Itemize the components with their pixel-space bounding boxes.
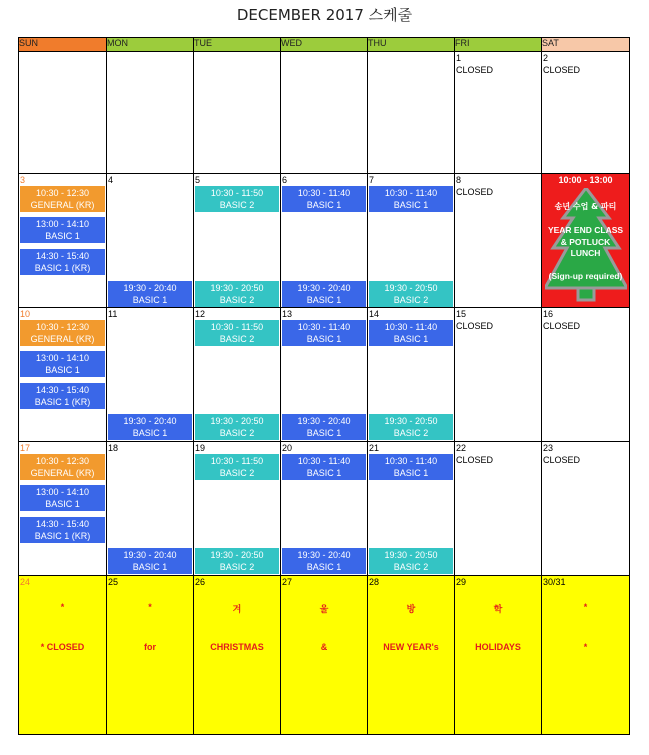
event-basic1[interactable] [369,454,453,480]
day-number: 1 [456,53,462,63]
event-basic2-evening[interactable] [369,281,453,307]
event-name: BASIC 1 [132,428,168,438]
event-name: BASIC 2 [219,295,255,305]
event-name: BASIC 1 [306,468,342,478]
day-number: 13 [282,309,293,319]
special-korean: 송년 수업 & 파티 [554,202,617,211]
event-basic2-evening[interactable] [195,414,279,440]
event-name: BASIC 1 (KR) [34,263,91,273]
day-cell-21[interactable] [368,442,455,576]
day-cell-15[interactable] [455,308,542,442]
day-number: 14 [369,309,380,319]
event-name: BASIC 1 [45,231,80,241]
event-name: BASIC 1 [393,334,429,344]
closed-label: CLOSED [543,65,581,75]
day-number: 22 [456,443,467,453]
event-time: 13:00 - 14:10 [35,353,90,363]
event-time: 19:30 - 20:50 [384,550,438,560]
day-cell-28[interactable] [368,576,455,735]
event-basic1[interactable] [282,454,366,480]
day-number: 10 [20,309,31,319]
event-name: BASIC 1 [45,499,80,509]
event-basic1[interactable] [20,217,105,243]
special-note: (Sign-up required) [548,271,623,281]
event-time: 10:30 - 12:30 [35,322,90,332]
day-cell-20[interactable] [281,442,368,576]
day-number: 21 [369,443,380,453]
event-basic1-kr[interactable] [20,383,105,409]
day-number: 29 [456,577,467,587]
special-line1: YEAR END CLASS [547,225,624,235]
event-basic2[interactable] [195,186,279,212]
weekday-header-row [19,38,630,52]
day-cell-29[interactable] [455,576,542,735]
holiday-top: 방 [406,605,416,615]
event-time: 14:30 - 15:40 [35,251,90,261]
closed-label: CLOSED [456,187,494,197]
closed-label: CLOSED [456,321,494,331]
day-number: 28 [369,577,380,587]
special-line2: & POTLUCK [560,237,611,247]
event-time: 19:30 - 20:50 [210,550,264,560]
day-number: 26 [195,577,206,587]
event-time: 19:30 - 20:40 [297,550,351,560]
day-cell-30-31[interactable] [542,576,630,735]
event-name: BASIC 1 (KR) [34,397,91,407]
day-cell-16[interactable] [542,308,630,442]
holiday-top: 학 [493,605,503,615]
event-time: 19:30 - 20:40 [297,416,351,426]
day-number: 9 [543,175,549,185]
day-cell-9-special[interactable] [542,174,630,308]
event-name: BASIC 2 [219,562,255,572]
event-basic1[interactable] [20,485,105,511]
day-cell-19[interactable] [194,442,281,576]
holiday-bottom: * [583,642,588,652]
day-number: 23 [543,443,554,453]
day-cell-empty [107,52,194,174]
holiday-bottom: for [144,642,156,652]
day-cell-empty [368,52,455,174]
holiday-top: * [148,602,152,612]
day-cell-3[interactable] [19,174,107,308]
day-cell-12[interactable] [194,308,281,442]
event-name: BASIC 1 [45,365,80,375]
holiday-bottom: HOLIDAYS [475,642,521,652]
event-basic1-evening[interactable] [108,548,192,574]
day-number: 20 [282,443,293,453]
closed-label: CLOSED [456,65,494,75]
special-line3: LUNCH [570,248,601,258]
day-number: 18 [108,443,119,453]
event-time: 10:30 - 11:50 [210,456,264,466]
event-time: 10:30 - 11:50 [210,188,264,198]
event-time: 10:30 - 11:50 [210,322,264,332]
day-cell-5[interactable] [194,174,281,308]
event-time: 19:30 - 20:40 [297,283,351,293]
event-time: 19:30 - 20:40 [123,416,177,426]
day-number: 12 [195,309,206,319]
day-number: 8 [456,175,462,185]
event-time: 19:30 - 20:40 [123,283,177,293]
day-number: 19 [195,443,206,453]
event-name: BASIC 1 [306,428,342,438]
holiday-bottom: CHRISTMAS [210,642,264,652]
day-cell-22[interactable] [455,442,542,576]
day-cell-13[interactable] [281,308,368,442]
header-sun: SUN [19,38,107,52]
event-time: 14:30 - 15:40 [35,385,90,395]
event-time: 14:30 - 15:40 [35,519,90,529]
special-time: 10:00 - 13:00 [558,175,613,185]
event-basic2-evening[interactable] [195,281,279,307]
event-time: 19:30 - 20:40 [123,550,177,560]
event-basic2[interactable] [195,454,279,480]
event-basic1-evening[interactable] [282,281,366,307]
day-cell-empty [19,52,107,174]
event-name: BASIC 1 [306,562,342,572]
day-number: 11 [108,309,118,319]
event-time: 10:30 - 12:30 [35,456,90,466]
day-cell-25[interactable] [107,576,194,735]
event-time: 10:30 - 11:40 [297,188,351,198]
event-name: BASIC 2 [219,428,255,438]
week-row-5-holiday [19,576,630,735]
day-cell-7[interactable] [368,174,455,308]
event-name: GENERAL (KR) [30,334,95,344]
day-number: 5 [195,175,201,185]
event-name: BASIC 1 [393,468,429,478]
closed-label: CLOSED [456,455,494,465]
holiday-bottom: NEW YEAR's [383,642,439,652]
header-mon: MON [107,38,194,52]
day-cell-8[interactable] [455,174,542,308]
event-basic1[interactable] [282,320,366,346]
day-number: 24 [20,577,31,587]
day-number: 2 [543,53,549,63]
calendar-grid [18,37,630,735]
week-row-4 [19,442,630,576]
holiday-bottom: * CLOSED [40,642,85,652]
event-name: BASIC 2 [393,295,429,305]
header-thu: THU [368,38,455,52]
event-time: 10:30 - 11:40 [384,188,438,198]
holiday-top: 울 [319,605,329,615]
event-time: 10:30 - 11:40 [384,322,438,332]
day-cell-26[interactable] [194,576,281,735]
day-number: 25 [108,577,119,587]
event-time: 19:30 - 20:50 [384,283,438,293]
day-cell-4[interactable] [107,174,194,308]
event-name: BASIC 1 [306,200,342,210]
event-time: 10:30 - 11:40 [384,456,438,466]
event-time: 10:30 - 11:40 [297,456,351,466]
event-time: 10:30 - 12:30 [35,188,90,198]
holiday-top: 겨 [232,605,242,615]
event-name: BASIC 2 [393,428,429,438]
day-cell-11[interactable] [107,308,194,442]
day-cell-1[interactable] [455,52,542,174]
day-number: 3 [20,175,26,185]
day-cell-17[interactable] [19,442,107,576]
event-name: BASIC 1 [306,295,342,305]
event-name: BASIC 1 [393,200,429,210]
day-number: 27 [282,577,293,587]
day-cell-23[interactable] [542,442,630,576]
day-cell-empty [194,52,281,174]
event-basic1[interactable] [369,320,453,346]
event-name: BASIC 1 [132,562,168,572]
event-time: 19:30 - 20:50 [384,416,438,426]
event-name: BASIC 1 [132,295,168,305]
event-general-kr[interactable] [20,320,105,346]
day-number: 4 [108,175,114,185]
event-basic2-evening[interactable] [195,548,279,574]
event-name: BASIC 1 [306,334,342,344]
day-number: 7 [369,175,375,185]
day-cell-empty [281,52,368,174]
day-number: 15 [456,309,467,319]
week-row-1 [19,52,630,174]
event-basic1[interactable] [20,351,105,377]
holiday-top: * [583,602,588,612]
event-time: 19:30 - 20:50 [210,416,264,426]
event-name: GENERAL (KR) [30,468,95,478]
event-basic1-evening[interactable] [108,281,192,307]
event-time: 13:00 - 14:10 [35,219,90,229]
header-sat: SAT [542,38,630,52]
event-time: 13:00 - 14:10 [35,487,90,497]
day-number: 30/31 [543,577,566,587]
header-wed: WED [281,38,368,52]
header-tue: TUE [194,38,281,52]
event-time: 19:30 - 20:50 [210,283,264,293]
event-general-kr[interactable] [20,186,105,212]
event-basic2-evening[interactable] [369,548,453,574]
event-basic1[interactable] [369,186,453,212]
event-name: GENERAL (KR) [30,200,95,210]
event-basic2[interactable] [195,320,279,346]
event-name: BASIC 2 [219,200,255,210]
day-number: 16 [543,309,554,319]
event-name: BASIC 2 [219,334,255,344]
event-basic1[interactable] [282,186,366,212]
event-general-kr[interactable] [20,454,105,480]
event-basic2-evening[interactable] [369,414,453,440]
closed-label: CLOSED [543,455,581,465]
day-cell-18[interactable] [107,442,194,576]
day-cell-10[interactable] [19,308,107,442]
day-cell-24[interactable] [19,576,107,735]
header-fri: FRI [455,38,542,52]
day-number: 17 [20,443,31,453]
event-basic1-kr[interactable] [20,517,105,543]
event-basic1-kr[interactable] [20,249,105,275]
day-cell-14[interactable] [368,308,455,442]
day-cell-2[interactable] [542,52,630,174]
event-name: BASIC 1 (KR) [34,531,91,541]
closed-label: CLOSED [543,321,581,331]
day-cell-27[interactable] [281,576,368,735]
event-name: BASIC 2 [219,468,255,478]
event-time: 10:30 - 11:40 [297,322,351,332]
holiday-top: * [60,602,65,612]
page-title: DECEMBER 2017 스케줄 [236,6,413,24]
event-name: BASIC 2 [393,562,429,572]
week-row-3 [19,308,630,442]
day-number: 6 [282,175,288,185]
holiday-bottom: & [320,642,328,652]
event-basic1-evening[interactable] [282,414,366,440]
week-row-2 [19,174,630,308]
event-basic1-evening[interactable] [108,414,192,440]
day-cell-6[interactable] [281,174,368,308]
event-basic1-evening[interactable] [282,548,366,574]
